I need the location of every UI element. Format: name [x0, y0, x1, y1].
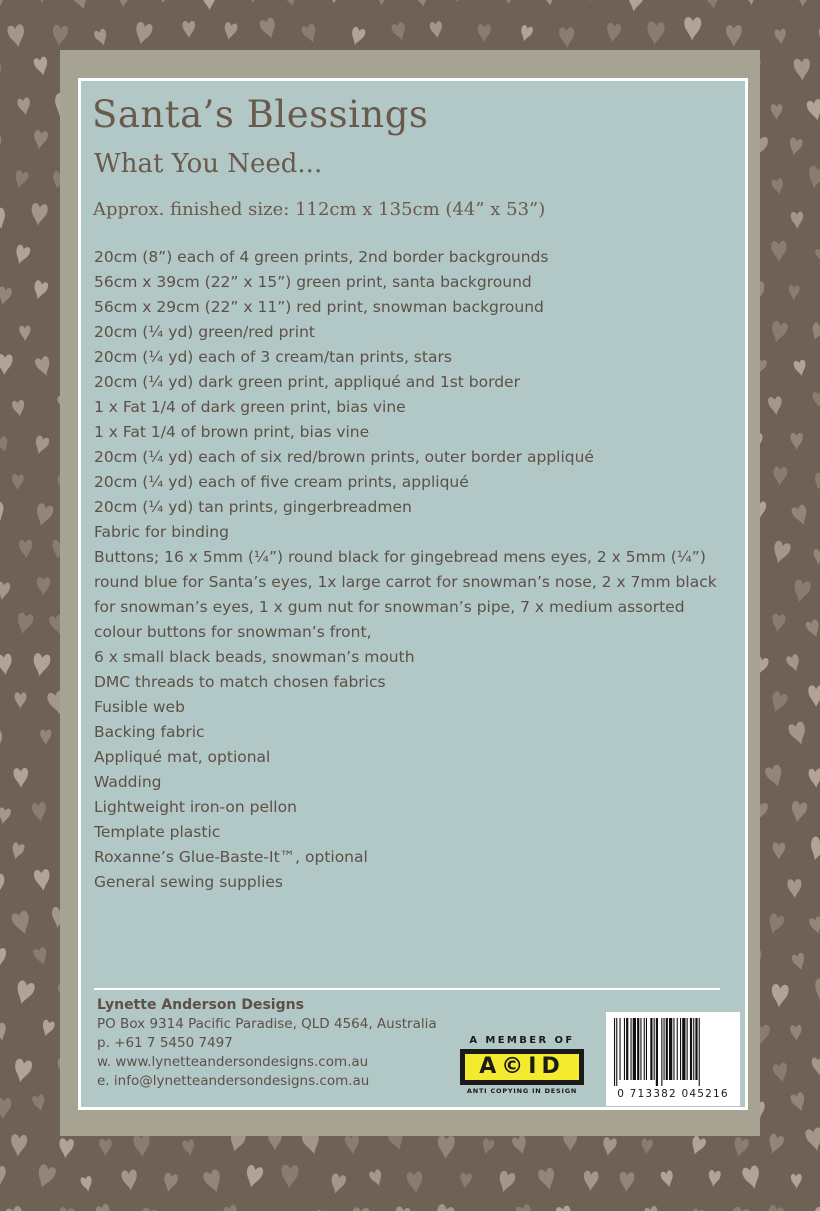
heart-shape: [138, 1207, 159, 1211]
heart-shape: [429, 21, 443, 39]
heart-shape: [406, 1171, 424, 1194]
heart-shape: [515, 1203, 536, 1211]
heart-shape: [791, 579, 811, 604]
heart-shape: [33, 0, 51, 4]
requirement-item: 1 x Fat 1/4 of dark green print, bias vine: [94, 398, 406, 416]
requirement-item: 20cm (¼ yd) tan prints, gingerbreadmen: [94, 498, 412, 516]
heart-shape: [774, 29, 786, 45]
heart-shape: [765, 913, 785, 936]
requirement-item: 6 x small black beads, snowman’s mouth: [94, 648, 415, 666]
heart-shape: [771, 241, 787, 262]
heart-shape: [10, 842, 26, 861]
heart-shape: [813, 549, 820, 565]
heart-shape: [12, 1058, 33, 1084]
barcode-bar: [640, 1018, 641, 1080]
heart-shape: [223, 1204, 241, 1211]
heart-shape: [768, 396, 783, 416]
heart-shape: [12, 399, 26, 417]
heart-shape: [17, 97, 32, 116]
heart-shape: [51, 24, 68, 46]
heart-shape: [810, 1206, 820, 1211]
heart-shape: [729, 1206, 751, 1211]
heart-shape: [771, 613, 786, 633]
heart-shape: [808, 685, 820, 707]
heart-shape: [393, 1206, 411, 1211]
heart-shape: [0, 131, 5, 156]
heart-shape: [765, 1133, 785, 1156]
heart-shape: [605, 22, 621, 43]
heart-shape: [559, 27, 575, 48]
barcode-bar: [687, 1018, 688, 1080]
heart-shape: [726, 25, 742, 47]
heart-shape: [57, 1207, 75, 1211]
heart-shape: [477, 24, 491, 42]
heart-shape: [133, 1134, 151, 1157]
acid-tagline: A MEMBER OF: [469, 1035, 575, 1046]
heart-shape: [815, 247, 820, 265]
heart-shape: [646, 21, 665, 46]
requirement-item: Appliqué mat, optional: [94, 748, 271, 766]
barcode-bar: [680, 1018, 681, 1080]
heart-shape: [765, 1204, 785, 1211]
contact-block: [97, 996, 437, 1091]
heart-shape: [684, 17, 702, 41]
heart-shape: [19, 540, 33, 559]
heart-shape: [625, 0, 645, 13]
heart-shape: [32, 130, 48, 151]
heart-shape: [793, 58, 810, 81]
heart-shape: [794, 0, 812, 7]
heart-shape: [688, 1135, 707, 1157]
heart-shape: [0, 354, 13, 375]
heart-shape: [731, 1136, 750, 1159]
heart-shape: [7, 24, 27, 49]
requirement-item: 20cm (¼ yd) green/red print: [94, 323, 315, 341]
barcode-bar: [690, 1018, 692, 1080]
heart-shape: [806, 165, 820, 190]
heart-shape: [707, 1170, 721, 1188]
barcode-bar: [624, 1018, 625, 1080]
heart-shape: [391, 21, 409, 42]
heart-shape: [771, 178, 785, 196]
heart-shape: [432, 1203, 455, 1211]
heart-shape: [805, 619, 820, 640]
page-title: Santa’s Blessings: [92, 93, 429, 136]
postal-address: PO Box 9314 Pacific Paradise, QLD 4564, Australia: [97, 1016, 437, 1032]
phone-number: p. +61 7 5450 7497: [97, 1035, 233, 1051]
heart-shape: [34, 1163, 57, 1190]
heart-shape: [518, 24, 533, 42]
barcode-bar: [650, 1018, 652, 1080]
requirement-item: General sewing supplies: [94, 873, 283, 891]
heart-shape: [771, 104, 783, 120]
barcode-bar: [693, 1018, 694, 1080]
barcode-bar: [666, 1018, 668, 1080]
heart-shape: [246, 0, 263, 5]
acid-subtitle: ANTI COPYING IN DESIGN: [466, 1087, 578, 1095]
barcode-bar: [616, 1018, 617, 1086]
website-link[interactable]: w. www.lynetteandersondesigns.com.au: [97, 1054, 369, 1070]
heart-shape: [787, 879, 802, 899]
heart-shape: [243, 1164, 264, 1189]
heart-shape: [496, 1170, 516, 1194]
heart-shape: [30, 203, 49, 227]
heart-shape: [15, 612, 35, 636]
heart-shape: [790, 433, 803, 450]
heart-shape: [770, 540, 791, 566]
heart-shape: [807, 836, 820, 863]
heart-shape: [771, 984, 789, 1008]
heart-shape: [11, 474, 23, 491]
heart-shape: [811, 1057, 820, 1076]
heart-shape: [0, 874, 5, 897]
requirement-item: Buttons; 16 x 5mm (¼”) round black for gingebread mens eyes, 2 x 5mm (¼”) round blue for Santa’s eyes, 1x large carrot for snowman’s nose, 2 x 7mm black for snowman’s eyes, 1 x gum nut for snowman’s pipe, 7 x medium assorted colour buttons for snowman’s front,: [94, 548, 717, 641]
barcode: [606, 1012, 740, 1106]
heart-shape: [182, 21, 195, 38]
heart-shape: [117, 0, 130, 7]
heart-shape: [93, 28, 109, 47]
barcode-bar: [656, 1018, 658, 1086]
heart-shape: [788, 285, 800, 301]
heart-shape: [161, 1172, 178, 1193]
heart-shape: [34, 869, 52, 892]
requirement-item: DMC threads to match chosen fabrics: [94, 673, 386, 691]
heart-shape: [808, 916, 820, 935]
heart-shape: [32, 435, 50, 456]
heart-shape: [344, 1134, 360, 1154]
section-heading: What You Need...: [94, 149, 323, 179]
heart-shape: [301, 23, 320, 45]
heart-shape: [480, 1138, 495, 1156]
requirement-item: 20cm (¼ yd) each of five cream prints, appliqué: [94, 473, 469, 491]
barcode-bar: [644, 1018, 645, 1080]
heart-shape: [10, 910, 33, 937]
acid-logo-text: A©ID: [465, 1054, 579, 1080]
heart-shape: [32, 1094, 47, 1113]
barcode-bar: [695, 1018, 697, 1080]
heart-shape: [415, 0, 430, 8]
heart-shape: [19, 326, 31, 342]
heart-shape: [437, 1135, 455, 1159]
heart-shape: [812, 472, 820, 491]
barcode-bar: [673, 1018, 674, 1080]
heart-shape: [10, 1134, 28, 1157]
requirement-item: Roxanne’s Glue-Baste-It™, optional: [94, 848, 368, 866]
heart-shape: [33, 502, 54, 528]
heart-shape: [40, 1019, 56, 1038]
heart-shape: [0, 729, 5, 753]
heart-shape: [812, 392, 820, 408]
heart-shape: [31, 653, 51, 678]
heart-shape: [133, 21, 154, 46]
heart-shape: [0, 948, 6, 969]
heart-shape: [40, 730, 51, 745]
heart-shape: [0, 1097, 12, 1119]
heart-shape: [787, 721, 809, 747]
heart-shape: [601, 1137, 617, 1157]
heart-shape: [809, 322, 820, 342]
barcode-bar: [682, 1018, 685, 1080]
heart-shape: [785, 653, 802, 673]
heart-shape: [619, 1172, 635, 1193]
heart-shape: [665, 0, 679, 2]
heart-shape: [644, 1205, 661, 1211]
heart-shape: [451, 0, 467, 2]
requirement-item: 20cm (¼ yd) each of 3 cream/tan prints, stars: [94, 348, 452, 366]
requirement-item: 20cm (8”) each of 4 green prints, 2nd border backgrounds: [94, 248, 549, 266]
heart-shape: [791, 952, 807, 971]
heart-shape: [80, 1175, 94, 1192]
heart-shape: [459, 1172, 472, 1189]
barcode-bar: [614, 1018, 615, 1086]
heart-shape: [0, 501, 7, 522]
heart-shape: [154, 0, 177, 5]
heart-shape: [121, 1169, 138, 1191]
heart-shape: [791, 1174, 802, 1189]
requirement-item: Template plastic: [94, 823, 221, 841]
heart-shape: [787, 137, 803, 157]
heart-shape: [537, 1167, 557, 1192]
heart-shape: [583, 0, 598, 3]
heart-shape: [790, 1091, 808, 1113]
email-link[interactable]: e. info@lynetteandersondesigns.com.au: [97, 1073, 370, 1089]
barcode-bar: [677, 1018, 678, 1080]
heart-shape: [202, 1168, 225, 1194]
heart-shape: [0, 1022, 9, 1042]
heart-shape: [0, 207, 9, 231]
heart-shape: [0, 653, 13, 675]
heart-shape: [328, 1173, 346, 1195]
heart-shape: [13, 244, 32, 266]
heart-shape: [95, 1203, 113, 1211]
heart-shape: [99, 1139, 112, 1156]
heart-shape: [13, 979, 36, 1006]
barcode-bar: [631, 1018, 632, 1080]
heart-shape: [0, 0, 6, 7]
heart-shape: [37, 577, 51, 595]
heart-shape: [793, 359, 807, 377]
heart-shape: [352, 1207, 370, 1211]
heart-shape: [259, 17, 279, 40]
barcode-bar: [699, 1018, 700, 1086]
heart-shape: [14, 692, 26, 708]
heart-shape: [789, 800, 808, 823]
heart-shape: [34, 355, 53, 377]
heart-shape: [33, 56, 50, 77]
barcode-bars: [614, 1018, 732, 1086]
heart-shape: [31, 802, 47, 823]
barcode-bar: [646, 1018, 647, 1080]
acid-logo-box: [460, 1049, 584, 1085]
heart-shape: [743, 0, 758, 5]
heart-shape: [511, 1134, 529, 1156]
heart-shape: [368, 1169, 384, 1188]
heart-shape: [772, 1062, 790, 1084]
heart-shape: [58, 1138, 74, 1159]
heart-shape: [349, 26, 367, 47]
heart-shape: [640, 1138, 653, 1155]
heart-shape: [555, 1205, 573, 1211]
heart-shape: [281, 1165, 299, 1189]
finished-size: Approx. finished size: 112cm x 135cm (44” x 53”): [93, 199, 546, 220]
heart-shape: [768, 690, 789, 714]
requirements-list: [94, 245, 736, 895]
heart-shape: [182, 1139, 196, 1157]
barcode-bar: [637, 1018, 639, 1080]
heart-shape: [0, 581, 11, 601]
heart-shape: [773, 466, 788, 486]
requirement-item: 56cm x 29cm (22” x 11”) red print, snowman background: [94, 298, 544, 316]
heart-shape: [660, 1170, 675, 1188]
heart-shape: [203, 0, 216, 10]
heart-shape: [0, 61, 5, 82]
heart-shape: [764, 764, 786, 789]
requirement-item: 20cm (¼ yd) each of six red/brown prints, outer border appliqué: [94, 448, 594, 466]
barcode-bar: [626, 1018, 628, 1080]
heart-shape: [703, 0, 722, 10]
heart-shape: [502, 0, 516, 4]
heart-shape: [222, 22, 238, 42]
heart-shape: [0, 286, 13, 306]
heart-shape: [791, 212, 804, 229]
heart-shape: [812, 978, 820, 1004]
heart-shape: [328, 0, 343, 5]
heart-shape: [13, 768, 28, 788]
requirement-item: 56cm x 39cm (22” x 15”) green print, santa background: [94, 273, 532, 291]
heart-shape: [32, 946, 49, 966]
requirement-item: Backing fabric: [94, 723, 205, 741]
barcode-bar: [633, 1018, 636, 1080]
barcode-bar: [669, 1018, 672, 1080]
barcode-bar: [664, 1018, 665, 1080]
heart-shape: [806, 99, 820, 123]
divider: [94, 988, 720, 990]
requirement-item: Wadding: [94, 773, 162, 791]
company-name: Lynette Anderson Designs: [97, 997, 304, 1013]
heart-shape: [0, 807, 11, 825]
acid-logo: [458, 1035, 586, 1095]
heart-shape: [31, 280, 49, 301]
requirement-item: 20cm (¼ yd) dark green print, appliqué and 1st border: [94, 373, 520, 391]
heart-shape: [772, 842, 785, 859]
barcode-bar: [654, 1018, 655, 1080]
heart-shape: [71, 0, 91, 11]
heart-shape: [0, 1166, 7, 1187]
requirement-item: 1 x Fat 1/4 of brown print, bias vine: [94, 423, 370, 441]
heart-shape: [12, 169, 29, 190]
heart-shape: [0, 435, 11, 453]
heart-shape: [791, 504, 811, 527]
heart-shape: [583, 1171, 599, 1192]
heart-shape: [282, 0, 299, 8]
heart-shape: [769, 320, 789, 344]
barcode-bar: [620, 1018, 621, 1080]
heart-shape: [741, 1165, 762, 1191]
barcode-bar: [661, 1018, 662, 1086]
requirement-item: Lightweight iron-on pellon: [94, 798, 297, 816]
requirement-item: Fabric for binding: [94, 523, 229, 541]
requirement-item: Fusible web: [94, 698, 185, 716]
heart-shape: [805, 1127, 820, 1153]
heart-shape: [790, 1025, 802, 1041]
heart-shape: [375, 0, 388, 6]
heart-shape: [541, 0, 557, 7]
barcode-number: 0 713382 045216: [617, 1088, 729, 1100]
heart-shape: [5, 1205, 27, 1211]
heart-shape: [808, 768, 820, 788]
